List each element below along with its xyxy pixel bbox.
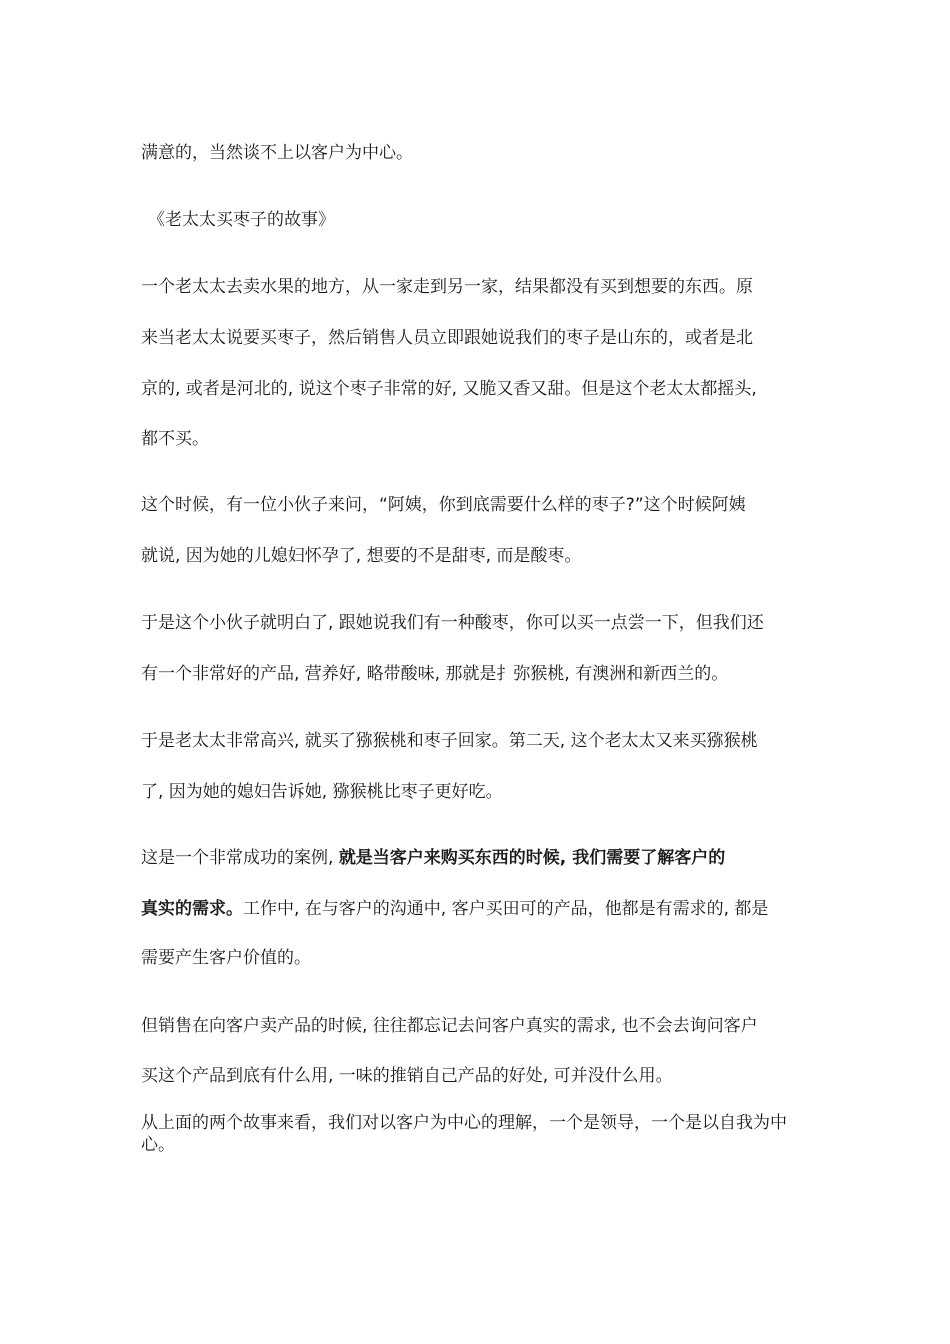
paragraph-line: 于是这个小伙子就明白了, 跟她说我们有一种酸枣，你可以买一点尝一下，但我们还 [141,613,764,633]
paragraph-line [141,898,768,920]
paragraph-line: 一个老太太去卖水果的地方，从一家走到另一家，结果都没有买到想要的东西。原 [141,277,753,297]
paragraph-line: 于是老太太非常高兴, 就买了猕猴桃和枣子回家。第二天, 这个老太太又来买猕猴桃 [141,731,758,751]
paragraph-line: 有一个非常好的产品, 营养好, 略带酸味, 那就是扌弥猴桃, 有澳洲和新西兰的。 [141,664,729,684]
paragraph-line: 买这个产品到底有什么用, 一味的推销自己产品的好处, 可并没什么用。 [141,1066,673,1086]
paragraph-line: 了, 因为她的媳妇告诉她, 猕猴桃比枣子更好吃。 [141,782,503,802]
emphasis-text: 就是当客户来购买东西的时候, 我们需要了解客户的 [338,848,726,868]
paragraph-line: 京的, 或者是河北的, 说这个枣子非常的好, 又脆又香又甜。但是这个老太太都摇头, [141,379,757,399]
paragraph-line: 就说, 因为她的儿媳妇怀孕了, 想要的不是甜枣, 而是酸枣。 [141,546,582,566]
story-title: 《老太太买枣子的故事》 [148,210,335,230]
paragraph-line: 都不买。 [141,429,209,449]
closing-paragraph: 从上面的两个故事来看，我们对以客户为中心的理解，一个是领导，一个是以自我为中心。 [141,1113,787,1155]
normal-text: 这是一个非常成功的案例, [141,848,339,868]
paragraph-line: 满意的，当然谈不上以客户为中心。 [141,143,413,163]
paragraph-line: 但销售在向客户卖产品的时候, 往往都忘记去问客户真实的需求, 也不会去询问客户 [141,1016,758,1036]
emphasis-text: 真实的需求。 [141,899,243,919]
paragraph-line: 来当老太太说要买枣子，然后销售人员立即跟她说我们的枣子是山东的，或者是北 [141,328,753,348]
paragraph-line: 需要产生客户价值的。 [141,948,311,968]
paragraph-line [141,847,725,869]
normal-text: 工作中, 在与客户的沟通中, 客户买田可的产品，他都是有需求的, 都是 [243,899,769,919]
paragraph-line: 这个时候，有一位小伙子来问，“阿姨，你到底需要什么样的枣子?”这个时候阿姨 [141,495,746,515]
